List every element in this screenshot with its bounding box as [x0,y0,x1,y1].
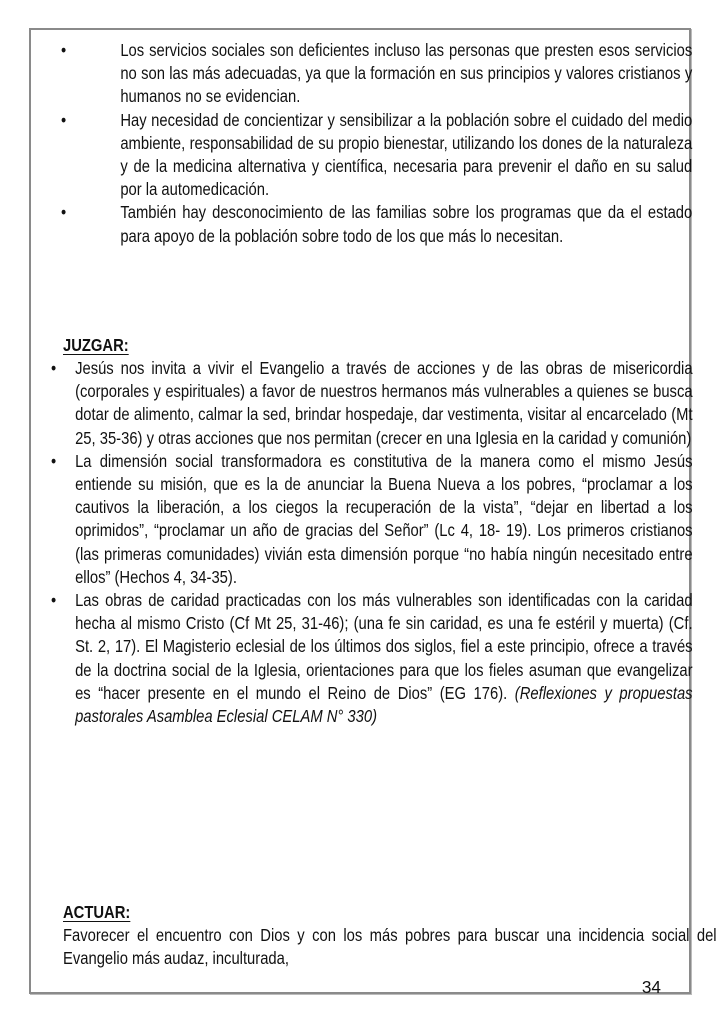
juzgar-bullet-text: Las obras de caridad practicadas con los más vulnerables son identificadas con la caridad hecha al mismo Cristo (Cf Mt 25, 31-46); (una fe sin caridad, es una fe estéril y muerta) (Cf. St. 2, 17). El Magisterio eclesial de los últimos dos siglos, fiel a este principio, ofrece a través de la doctrina social de la Iglesia, orientaciones para que los fieles asuman que evangelizar es “hacer presente en el mundo el Reino de Dios” (EG 176). [75,590,693,703]
page-frame [29,28,717,997]
juzgar-heading: JUZGAR: [63,335,129,355]
actuar-heading: ACTUAR: [63,902,131,922]
juzgar-bullet-text: La dimensión social transformadora es constitutiva de la manera como el mismo Jesús entiende su misión, que es la de anunciar la Buena Nueva a los pobres, “proclamar a los cautivos la liberación, a los ciegos la recuperación de la vista”, “dejar en libertad a los oprimidos”, “proclamar un año de gracias del Señor” (Lc 4, 18- 19). Los primeros cristianos (las primeras comunidades) vivián esta dimensión porque “no había ningún necesitado entre ellos” (Hechos 4, 34-35). [75,450,693,587]
bullet-icon: • [51,450,57,471]
intro-bullet-text: Hay necesidad de concientizar y sensibilizar a la población sobre el cuidado del medio ambiente, responsabilidad de su propio bienestar, utilizando los dones de la naturaleza y de la medicina alternativa y científica, necesaria para prevenir el daño en su salud por la automedicación. [120,109,693,200]
juzgar-bullet-item [51,589,693,728]
intro-bullet-item [61,201,692,247]
intro-bullet-item [61,39,692,109]
actuar-paragraph: Favorecer el encuentro con Dios y con los más pobres para buscar una incidencia social del Evangelio más audaz, inculturada, [63,925,717,969]
page-content [31,30,717,997]
intro-bullet-item [61,109,692,202]
juzgar-bullet-item [51,450,693,589]
intro-bullet-list [61,39,692,248]
bullet-icon: • [61,40,67,60]
juzgar-bullet-item [51,357,693,450]
juzgar-bullet-text: Jesús nos invita a vivir el Evangelio a través de acciones y de las obras de misericordia (corporales y espirituales) a favor de nuestros hermanos más vulnerables a quienes se busca dotar de alimento, calmar la sed, brindar hospedaje, dar vestimenta, visitar al encarcelado (Mt 25, 35-36) y otras acciones que nos permitan (crecer en una Iglesia en la caridad y comunión) [75,358,693,448]
juzgar-bullet-list [51,357,693,728]
bullet-icon: • [61,202,67,223]
bullet-icon: • [51,358,57,378]
bullet-icon: • [51,590,57,611]
citation-text: (Reflexiones y propuestas pastorales Asamblea Eclesial CELAM N° 330) [75,682,693,727]
page-number: 34 [641,977,661,997]
intro-bullet-text: También hay desconocimiento de las familias sobre los programas que da el estado para apoyo de la población sobre todo de los que más lo necesitan. [120,202,693,246]
intro-bullet-text: Los servicios sociales son deficientes incluso las personas que presten esos servicios no son las más adecuadas, ya que la formación en sus principios y valores cristianos y humanos no se evidencian. [120,40,693,107]
bullet-icon: • [61,109,67,130]
